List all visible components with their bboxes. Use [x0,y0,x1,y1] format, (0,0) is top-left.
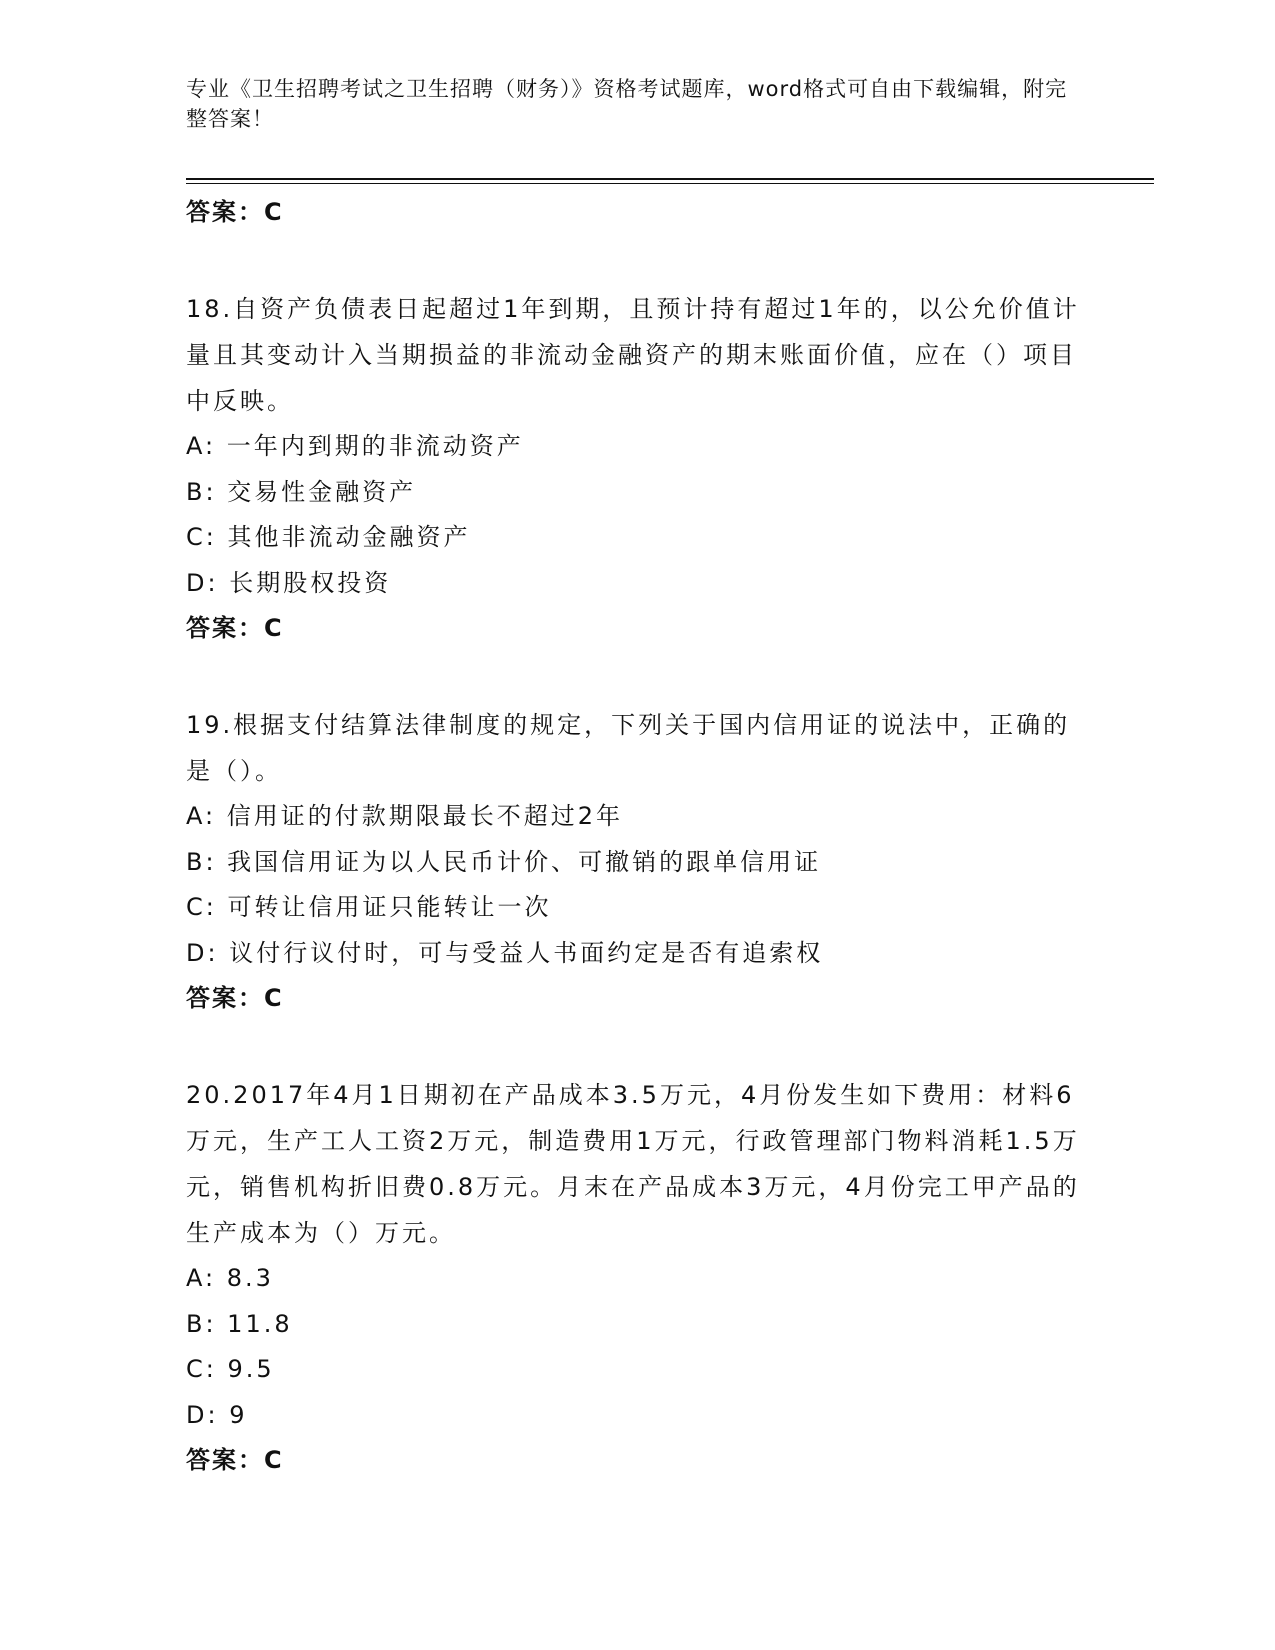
answer-line: 答案：C [186,984,284,1012]
option-c: C: 其他非流动金融资产 [186,523,471,551]
answer-line: 答案：C [186,614,284,642]
option-a: A: 信用证的付款期限最长不超过2年 [186,802,623,830]
document-header: 专业《卫生招聘考试之卫生招聘（财务）》资格考试题库，word格式可自由下载编辑，附完整答案！ [186,77,1068,131]
option-d: D: 议付行议付时，可与受益人书面约定是否有追索权 [186,938,824,967]
option-d: D: 9 [186,1400,248,1429]
option-a: A: 8.3 [186,1264,274,1292]
question-block [186,702,1086,1020]
header-divider-thick [186,178,1154,180]
question-block [186,1072,1086,1482]
option-c: C: 9.5 [186,1355,275,1383]
option-b: B: 11.8 [186,1309,293,1338]
answer-line: 答案：C [186,1446,284,1474]
question-text: 20.2017年4月1日期初在产品成本3.5万元，4月份发生如下费用：材料6万元，生产工人工资2万元，制造费用1万元，行政管理部门物料消耗1.5万元，销售机构折旧费0.8万元。月末在产品成本3万元，4月份完工甲产品的生产成本为（）万元。 [186,1081,1080,1247]
option-b: B: 我国信用证为以人民币计价、可撤销的跟单信用证 [186,847,822,876]
question-text: 19.根据支付结算法律制度的规定，下列关于国内信用证的说法中，正确的是（）。 [186,711,1071,785]
answer-line: 答案：C [186,198,284,226]
question-block [186,286,1086,650]
question-text: 18.自资产负债表日起超过1年到期，且预计持有超过1年的，以公允价值计量且其变动计入当期损益的非流动金融资产的期末账面价值，应在（）项目中反映。 [186,295,1080,415]
option-a: A: 一年内到期的非流动资产 [186,432,524,460]
option-b: B: 交易性金融资产 [186,477,417,506]
option-d: D: 长期股权投资 [186,568,392,597]
question-list [186,190,1086,1482]
header-divider-thin [186,183,1154,184]
option-c: C: 可转让信用证只能转让一次 [186,893,552,921]
